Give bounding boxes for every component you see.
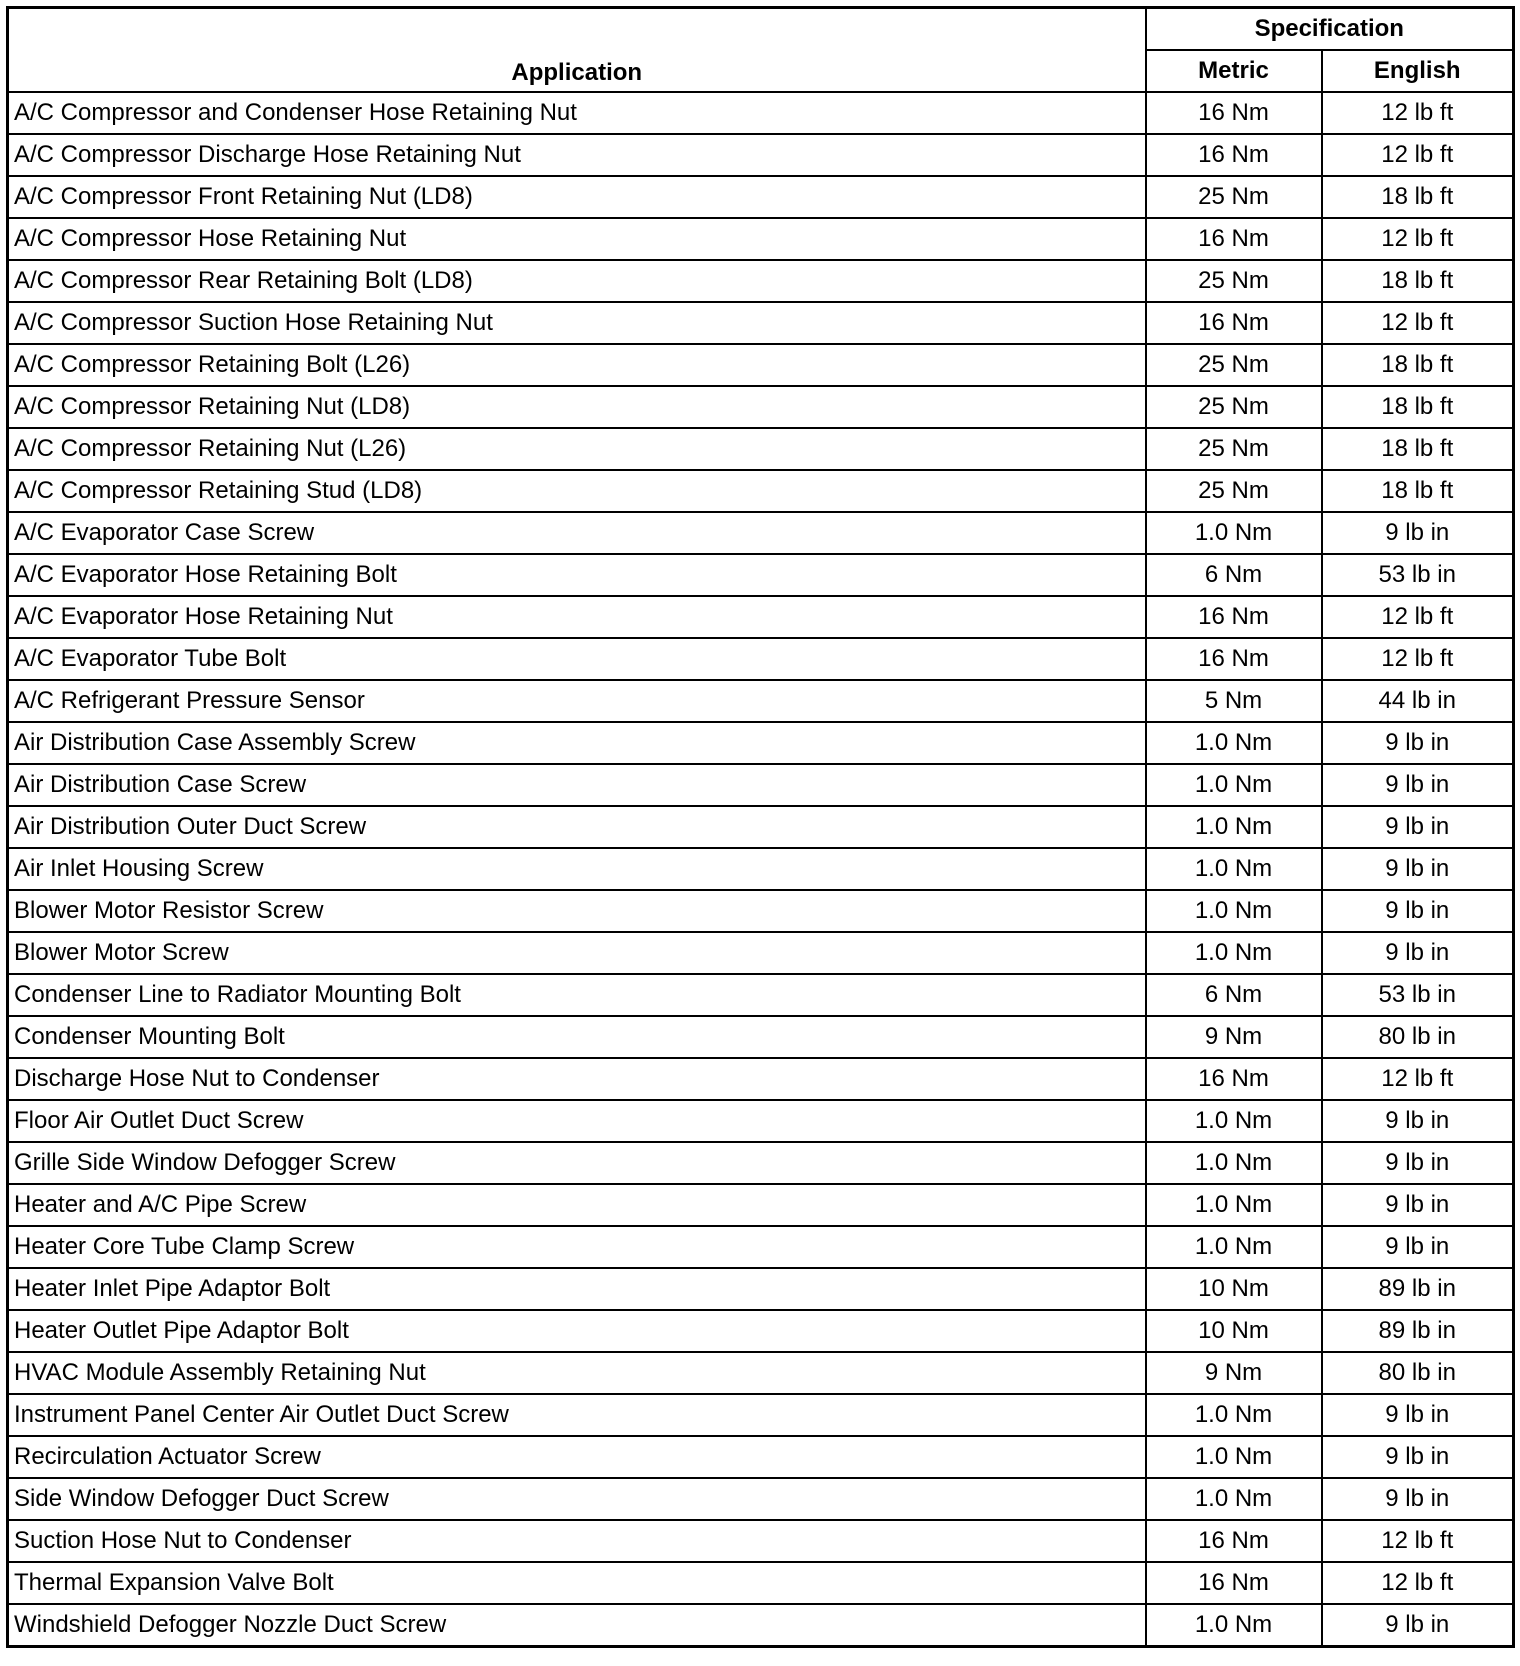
table-row: [8, 428, 1514, 470]
cell-english: 80 lb in: [1322, 1352, 1514, 1394]
cell-application: HVAC Module Assembly Retaining Nut: [8, 1352, 1146, 1394]
cell-metric: 25 Nm: [1146, 260, 1322, 302]
cell-application: A/C Compressor Retaining Nut (LD8): [8, 386, 1146, 428]
table-row: [8, 806, 1514, 848]
table-row: [8, 92, 1514, 134]
table-row: [8, 1058, 1514, 1100]
cell-application: A/C Compressor Retaining Stud (LD8): [8, 470, 1146, 512]
cell-metric: 1.0 Nm: [1146, 764, 1322, 806]
cell-english: 9 lb in: [1322, 1142, 1514, 1184]
cell-english: 9 lb in: [1322, 1394, 1514, 1436]
cell-application: A/C Evaporator Tube Bolt: [8, 638, 1146, 680]
cell-metric: 10 Nm: [1146, 1268, 1322, 1310]
cell-metric: 1.0 Nm: [1146, 1604, 1322, 1647]
header-application: Application: [8, 8, 1146, 93]
cell-metric: 10 Nm: [1146, 1310, 1322, 1352]
table-row: [8, 554, 1514, 596]
cell-english: 89 lb in: [1322, 1268, 1514, 1310]
cell-english: 9 lb in: [1322, 764, 1514, 806]
cell-english: 12 lb ft: [1322, 638, 1514, 680]
table-body: [8, 92, 1514, 1647]
cell-metric: 5 Nm: [1146, 680, 1322, 722]
cell-metric: 1.0 Nm: [1146, 1226, 1322, 1268]
cell-application: Suction Hose Nut to Condenser: [8, 1520, 1146, 1562]
header-row-top: [8, 8, 1514, 51]
table-row: [8, 470, 1514, 512]
cell-metric: 1.0 Nm: [1146, 1142, 1322, 1184]
cell-english: 12 lb ft: [1322, 1520, 1514, 1562]
table-row: [8, 1394, 1514, 1436]
table-row: [8, 1100, 1514, 1142]
table-row: [8, 1226, 1514, 1268]
cell-english: 12 lb ft: [1322, 596, 1514, 638]
cell-metric: 1.0 Nm: [1146, 890, 1322, 932]
cell-application: A/C Compressor and Condenser Hose Retaining Nut: [8, 92, 1146, 134]
cell-metric: 1.0 Nm: [1146, 1436, 1322, 1478]
table-row: [8, 974, 1514, 1016]
table-row: [8, 512, 1514, 554]
table-row: [8, 386, 1514, 428]
cell-english: 18 lb ft: [1322, 260, 1514, 302]
table-row: [8, 890, 1514, 932]
table-row: [8, 680, 1514, 722]
table-row: [8, 1436, 1514, 1478]
header-metric: Metric: [1146, 50, 1322, 92]
cell-application: Condenser Line to Radiator Mounting Bolt: [8, 974, 1146, 1016]
cell-english: 9 lb in: [1322, 1100, 1514, 1142]
table-row: [8, 134, 1514, 176]
cell-english: 12 lb ft: [1322, 218, 1514, 260]
cell-english: 18 lb ft: [1322, 428, 1514, 470]
cell-application: Air Distribution Outer Duct Screw: [8, 806, 1146, 848]
cell-metric: 16 Nm: [1146, 134, 1322, 176]
cell-english: 9 lb in: [1322, 1604, 1514, 1647]
cell-metric: 1.0 Nm: [1146, 806, 1322, 848]
table-row: [8, 1310, 1514, 1352]
cell-english: 12 lb ft: [1322, 92, 1514, 134]
cell-application: Grille Side Window Defogger Screw: [8, 1142, 1146, 1184]
table-row: [8, 1016, 1514, 1058]
cell-application: Floor Air Outlet Duct Screw: [8, 1100, 1146, 1142]
table-header: [8, 8, 1514, 93]
cell-english: 12 lb ft: [1322, 302, 1514, 344]
table-row: [8, 176, 1514, 218]
cell-application: A/C Compressor Front Retaining Nut (LD8): [8, 176, 1146, 218]
cell-english: 89 lb in: [1322, 1310, 1514, 1352]
cell-english: 12 lb ft: [1322, 1058, 1514, 1100]
cell-english: 9 lb in: [1322, 1226, 1514, 1268]
table-row: [8, 218, 1514, 260]
cell-metric: 16 Nm: [1146, 638, 1322, 680]
cell-english: 9 lb in: [1322, 722, 1514, 764]
cell-metric: 9 Nm: [1146, 1352, 1322, 1394]
cell-metric: 16 Nm: [1146, 92, 1322, 134]
header-english: English: [1322, 50, 1514, 92]
cell-application: Thermal Expansion Valve Bolt: [8, 1562, 1146, 1604]
cell-application: Side Window Defogger Duct Screw: [8, 1478, 1146, 1520]
cell-metric: 25 Nm: [1146, 176, 1322, 218]
cell-english: 80 lb in: [1322, 1016, 1514, 1058]
cell-english: 9 lb in: [1322, 1184, 1514, 1226]
cell-metric: 1.0 Nm: [1146, 722, 1322, 764]
cell-english: 18 lb ft: [1322, 386, 1514, 428]
cell-english: 12 lb ft: [1322, 1562, 1514, 1604]
cell-english: 9 lb in: [1322, 890, 1514, 932]
table-row: [8, 722, 1514, 764]
cell-application: A/C Compressor Hose Retaining Nut: [8, 218, 1146, 260]
cell-metric: 25 Nm: [1146, 386, 1322, 428]
cell-metric: 16 Nm: [1146, 218, 1322, 260]
cell-english: 9 lb in: [1322, 806, 1514, 848]
cell-metric: 9 Nm: [1146, 1016, 1322, 1058]
cell-metric: 6 Nm: [1146, 554, 1322, 596]
cell-metric: 16 Nm: [1146, 1562, 1322, 1604]
table-row: [8, 1604, 1514, 1647]
cell-application: Blower Motor Screw: [8, 932, 1146, 974]
cell-application: Heater Core Tube Clamp Screw: [8, 1226, 1146, 1268]
table-row: [8, 260, 1514, 302]
table-row: [8, 1268, 1514, 1310]
cell-application: A/C Evaporator Hose Retaining Nut: [8, 596, 1146, 638]
cell-english: 18 lb ft: [1322, 470, 1514, 512]
table-row: [8, 848, 1514, 890]
cell-application: Windshield Defogger Nozzle Duct Screw: [8, 1604, 1146, 1647]
cell-metric: 16 Nm: [1146, 1520, 1322, 1562]
cell-metric: 25 Nm: [1146, 470, 1322, 512]
header-specification: Specification: [1146, 8, 1514, 51]
table-row: [8, 1478, 1514, 1520]
cell-application: Air Distribution Case Screw: [8, 764, 1146, 806]
cell-metric: 1.0 Nm: [1146, 1184, 1322, 1226]
cell-metric: 6 Nm: [1146, 974, 1322, 1016]
table-row: [8, 1562, 1514, 1604]
cell-application: A/C Refrigerant Pressure Sensor: [8, 680, 1146, 722]
cell-application: Heater Outlet Pipe Adaptor Bolt: [8, 1310, 1146, 1352]
cell-application: A/C Compressor Rear Retaining Bolt (LD8): [8, 260, 1146, 302]
cell-english: 44 lb in: [1322, 680, 1514, 722]
cell-metric: 16 Nm: [1146, 596, 1322, 638]
table-row: [8, 932, 1514, 974]
cell-metric: 1.0 Nm: [1146, 512, 1322, 554]
cell-english: 18 lb ft: [1322, 344, 1514, 386]
cell-application: Air Distribution Case Assembly Screw: [8, 722, 1146, 764]
cell-application: Instrument Panel Center Air Outlet Duct Screw: [8, 1394, 1146, 1436]
table-row: [8, 1142, 1514, 1184]
cell-application: A/C Compressor Retaining Bolt (L26): [8, 344, 1146, 386]
table-row: [8, 638, 1514, 680]
cell-application: Blower Motor Resistor Screw: [8, 890, 1146, 932]
table-row: [8, 1352, 1514, 1394]
cell-metric: 25 Nm: [1146, 344, 1322, 386]
table-row: [8, 1520, 1514, 1562]
cell-metric: 16 Nm: [1146, 1058, 1322, 1100]
cell-english: 53 lb in: [1322, 974, 1514, 1016]
cell-english: 18 lb ft: [1322, 176, 1514, 218]
cell-application: Condenser Mounting Bolt: [8, 1016, 1146, 1058]
cell-metric: 16 Nm: [1146, 302, 1322, 344]
table-row: [8, 302, 1514, 344]
cell-english: 9 lb in: [1322, 512, 1514, 554]
cell-application: A/C Evaporator Hose Retaining Bolt: [8, 554, 1146, 596]
cell-application: A/C Compressor Discharge Hose Retaining Nut: [8, 134, 1146, 176]
table-row: [8, 764, 1514, 806]
cell-metric: 1.0 Nm: [1146, 932, 1322, 974]
cell-metric: 1.0 Nm: [1146, 1100, 1322, 1142]
table-row: [8, 596, 1514, 638]
cell-application: Discharge Hose Nut to Condenser: [8, 1058, 1146, 1100]
cell-metric: 25 Nm: [1146, 428, 1322, 470]
cell-english: 9 lb in: [1322, 1436, 1514, 1478]
cell-metric: 1.0 Nm: [1146, 848, 1322, 890]
cell-english: 9 lb in: [1322, 1478, 1514, 1520]
cell-english: 9 lb in: [1322, 848, 1514, 890]
cell-application: Heater and A/C Pipe Screw: [8, 1184, 1146, 1226]
cell-metric: 1.0 Nm: [1146, 1394, 1322, 1436]
cell-english: 53 lb in: [1322, 554, 1514, 596]
cell-application: Heater Inlet Pipe Adaptor Bolt: [8, 1268, 1146, 1310]
cell-application: A/C Evaporator Case Screw: [8, 512, 1146, 554]
table-row: [8, 344, 1514, 386]
cell-application: Air Inlet Housing Screw: [8, 848, 1146, 890]
cell-metric: 1.0 Nm: [1146, 1478, 1322, 1520]
cell-english: 9 lb in: [1322, 932, 1514, 974]
cell-application: A/C Compressor Retaining Nut (L26): [8, 428, 1146, 470]
fastener-specification-table: [6, 6, 1515, 1648]
table-row: [8, 1184, 1514, 1226]
cell-application: Recirculation Actuator Screw: [8, 1436, 1146, 1478]
cell-english: 12 lb ft: [1322, 134, 1514, 176]
cell-application: A/C Compressor Suction Hose Retaining Nut: [8, 302, 1146, 344]
